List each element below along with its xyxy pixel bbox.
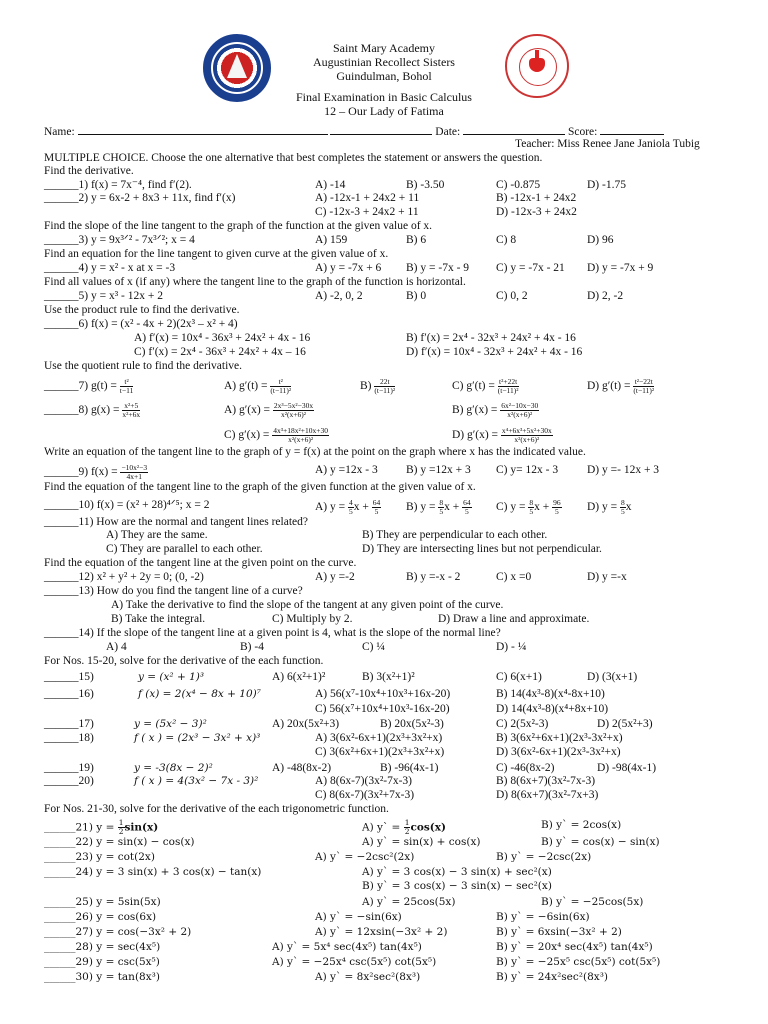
q17-option-a[interactable]: A) 20x(5x²+3)	[272, 718, 340, 730]
name-row	[44, 124, 664, 139]
q19-label: ______19)	[44, 762, 94, 774]
q11-option-d[interactable]: D) They are intersecting lines but not perpendicular.	[362, 543, 602, 555]
q3-stem: ______3) y = 9x³ᐟ² - 7x³ᐟ²; x = 4	[44, 234, 195, 246]
q12-option-d[interactable]: D) y =-x	[587, 571, 627, 583]
q20-option-a[interactable]: A) 8(6x-7)(3x²-7x-3)	[315, 775, 413, 787]
q21-option-b[interactable]: B) y` = 2cos(x)	[541, 819, 622, 831]
q20-option-c[interactable]: C) 8(6x-7)(3x²+7x-3)	[315, 789, 415, 801]
q19-option-c[interactable]: C) -46(8x-2)	[496, 762, 555, 774]
q2-option-a[interactable]: A) -12x-1 + 24x2 + 11	[315, 192, 420, 204]
name-blank[interactable]	[78, 124, 328, 135]
q10-option-d[interactable]: D) y = $\frac{8}{5}$ x	[587, 498, 632, 516]
q12-option-c[interactable]: C) x =0	[496, 571, 532, 583]
q15-option-a[interactable]: A) 6(x²+1)²	[272, 671, 326, 683]
q6-option-d[interactable]: D) f′(x) = 10x⁴ - 32x³ + 24x² + 4x - 16	[406, 346, 583, 358]
q5-stem: ______5) y = x³ - 12x + 2	[44, 290, 163, 302]
q8-option-c[interactable]: C) g′(x) = $\frac{\text{4x³+18x²+10x+30}}{\text{x²(x+6)²}}$	[224, 426, 328, 444]
tangent-given-instruction: Find the equation of the tangent line to the graph of the given function at the given value of x.	[44, 481, 476, 493]
q20-label: ______20)	[44, 775, 94, 787]
q19-option-d[interactable]: D) -98(4x-1)	[597, 762, 657, 774]
q7-option-a[interactable]: A) g′(t) = $\frac{\text{t²}}{\text{(t−11)²}}$	[224, 377, 292, 395]
tangent-point-instruction: Write an equation of the tangent line to the graph of y = f(x) at the point on the graph where x has the indicated value.	[44, 446, 586, 458]
q22-option-b[interactable]: B) y` = cos(x) − sin(x)	[541, 836, 660, 848]
q14-stem: ______14) If the slope of the tangent line at a given point is 4, what is the slope of the normal line?	[44, 627, 501, 639]
exam-section: 12 – Our Lady of Fatima	[324, 104, 444, 118]
q18-option-a[interactable]: A) 3(6x²-6x+1)(2x³+3x²+x)	[315, 732, 443, 744]
q9-option-c[interactable]: C) y= 12x - 3	[496, 464, 559, 476]
q23-option-a[interactable]: A) y` = −2csc²(2x)	[315, 851, 415, 863]
q18-option-c[interactable]: C) 3(6x²+6x+1)(2x³+3x²+x)	[315, 746, 445, 758]
q15-label: ______15)	[44, 671, 94, 683]
q1-option-d[interactable]: D) -1.75	[587, 179, 626, 191]
q7-fraction: $\frac{\text{t²}}{t-11}$	[119, 377, 134, 395]
q26-option-a[interactable]: A) y` = −sin(6x)	[315, 911, 402, 923]
q26-stem: ______26) y = cos(6x)	[44, 911, 157, 923]
q11-option-b[interactable]: B) They are perpendicular to each other.	[362, 529, 548, 541]
q5-option-a[interactable]: A) -2, 0, 2	[315, 290, 363, 302]
tangent-curve-instruction: Find the equation of the tangent line at the given point on the curve.	[44, 557, 357, 569]
q10-stem: ______10) f(x) = (x² + 28)⁴ᐟ⁵; x = 2	[44, 499, 210, 511]
q16-option-a[interactable]: A) 56(x⁷-10x⁴+10x³+16x-20)	[315, 688, 451, 700]
q16-option-b[interactable]: B) 14(4x³-8)(x⁴-8x+10)	[496, 688, 605, 700]
q12-option-b[interactable]: B) y =-x - 2	[406, 571, 461, 583]
q2-option-d[interactable]: D) -12x-3 + 24x2	[496, 206, 577, 218]
score-blank[interactable]	[600, 124, 664, 135]
q9-stem: ______9) f(x) = $\frac{\text{−10x²−3}}{4x+1}$	[44, 463, 148, 481]
q17-option-b[interactable]: B) 20x(5x²-3)	[380, 718, 444, 730]
q7-stem	[44, 378, 133, 395]
q3-option-d[interactable]: D) 96	[587, 234, 614, 246]
q24-option-a[interactable]: A) y` = 3 cos(x) − 3 sin(x) + sec²(x)	[362, 866, 552, 878]
mc-instruction: MULTIPLE CHOICE. Choose the one alternative that best completes the statement or answers the question.	[44, 152, 543, 164]
q12-option-a[interactable]: A) y =-2	[315, 571, 355, 583]
q26-option-b[interactable]: B) y` = −6sin(6x)	[496, 911, 590, 923]
slope-instruction: Find the slope of the line tangent to the graph of the function at the given value of x.	[44, 220, 433, 232]
q29-stem: ______29) y = csc(5x⁵)	[44, 956, 160, 968]
q16-label: ______16)	[44, 688, 94, 700]
q19-function: y = -3(8x − 2)²	[134, 762, 213, 774]
q5-option-b[interactable]: B) 0	[406, 290, 427, 302]
q1-stem: ______1) f(x) = 7x⁻⁴, find f′(2).	[44, 179, 192, 191]
q6-stem: ______6) f(x) = (x² - 4x + 2)(2x³ – x² + 4)	[44, 318, 238, 330]
q9-option-b[interactable]: B) y =12x + 3	[406, 464, 471, 476]
q8-option-b[interactable]: B) g′(x) = $\frac{\text{6x²−10x−30}}{\text{x²(x+6)²}}$	[452, 401, 539, 419]
q30-option-b[interactable]: B) y` = 24x²sec²(8x³)	[496, 971, 608, 983]
q13-option-c[interactable]: C) Multiply by 2.	[272, 613, 353, 625]
nos21-instruction: For Nos. 21-30, solve for the derivative of the each trigonometric function.	[44, 803, 389, 815]
q29-option-a[interactable]: A) y` = −25x⁴ csc(5x⁵) cot(5x⁵)	[272, 956, 437, 968]
q6-option-a[interactable]: A) f′(x) = 10x⁴ - 36x³ + 24x² + 4x - 16	[134, 332, 311, 344]
q11-option-c[interactable]: C) They are parallel to each other.	[106, 543, 263, 555]
q5-option-d[interactable]: D) 2, -2	[587, 290, 624, 302]
q6-option-c[interactable]: C) f′(x) = 2x⁴ - 36x³ + 24x² + 4x – 16	[134, 346, 306, 358]
q13-option-d[interactable]: D) Draw a line and approximate.	[438, 613, 590, 625]
q28-option-b[interactable]: B) y` = 20x⁴ sec(4x⁵) tan(4x⁵)	[496, 941, 653, 953]
q30-stem: ______30) y = tan(8x³)	[44, 971, 160, 983]
q18-function: f ( x ) = (2x³ − 3x² + x)³	[134, 732, 261, 744]
q27-stem: ______27) y = cos(−3x² + 2)	[44, 926, 192, 938]
q10-option-a[interactable]: A) y = $\frac{4}{5}$ x + $\frac{64}{5}$	[315, 498, 381, 516]
name-label: Name:	[44, 126, 75, 138]
q15-function: y = (x² + 1)³	[138, 671, 205, 683]
q3-option-b[interactable]: B) 6	[406, 234, 427, 246]
q5-option-c[interactable]: C) 0, 2	[496, 290, 528, 302]
q4-option-a[interactable]: A) y = -7x + 6	[315, 262, 382, 274]
q27-option-a[interactable]: A) y` = 12xsin(−3x² + 2)	[315, 926, 448, 938]
q22-option-a[interactable]: A) y` = sin(x) + cos(x)	[362, 836, 481, 848]
q4-option-d[interactable]: D) y = -7x + 9	[587, 262, 654, 274]
teacher-name: Teacher: Miss Renee Jane Janiola Tubig	[515, 138, 700, 150]
q13-option-b[interactable]: B) Take the integral.	[111, 613, 206, 625]
q23-stem: ______23) y = cot(2x)	[44, 851, 155, 863]
q29-option-b[interactable]: B) y` = −25x⁵ csc(5x⁵) cot(5x⁵)	[496, 956, 661, 968]
horizontal-instruction: Find all values of x (if any) where the tangent line to the graph of the function is horizontal.	[44, 276, 466, 288]
q7-option-b[interactable]: B) $\frac{22t}{\text{(t−11)²}}$	[360, 377, 396, 395]
date-blank[interactable]	[463, 124, 565, 135]
q1-option-a[interactable]: A) -14	[315, 179, 346, 191]
q20-function: f ( x ) = 4(3x² − 7x - 3)²	[134, 775, 259, 787]
derivative-instruction: Find the derivative.	[44, 165, 134, 177]
q15-option-b[interactable]: B) 3(x²+1)²	[362, 671, 415, 683]
q12-stem: ______12) x² + y² + 2y = 0; (0, -2)	[44, 571, 204, 583]
q13-stem: ______13) How do you find the tangent line of a curve?	[44, 585, 303, 597]
q8-fraction: $\frac{\text{x²+5}}{\text{x²+6x}}$	[122, 401, 141, 419]
q19-option-b[interactable]: B) -96(4x-1)	[380, 762, 439, 774]
q9-option-a[interactable]: A) y =12x - 3	[315, 464, 378, 476]
q21-option-a[interactable]: A) y` = $\frac{1}{2}$ cos(x)	[362, 818, 446, 836]
q8-option-a[interactable]: A) g′(x) = $\frac{\text{2x³−5x²−30x}}{\text{x²(x+6)²}}$	[224, 401, 314, 419]
q4-option-b[interactable]: B) y = -7x - 9	[406, 262, 470, 274]
q20-option-b[interactable]: B) 8(6x+7)(3x²-7x-3)	[496, 775, 596, 787]
q3-option-c[interactable]: C) 8	[496, 234, 517, 246]
q15-option-d[interactable]: D) (3(x+1)	[587, 671, 638, 683]
q7-option-c[interactable]: C) g′(t) = $\frac{\text{t²+22t}}{\text{(t−11)²}}$	[452, 377, 519, 395]
q27-option-b[interactable]: B) y` = 6xsin(−3x² + 2)	[496, 926, 622, 938]
q14-option-b[interactable]: B) -4	[240, 641, 264, 653]
q24-stem: ______24) y = 3 sin(x) + 3 cos(x) − tan(x)	[44, 866, 262, 878]
q10-option-b[interactable]: B) y = $\frac{8}{5}$ x + $\frac{64}{5}$	[406, 498, 471, 516]
score-label: Score:	[567, 126, 598, 138]
q7-label: ______7) g(t) =	[44, 380, 117, 393]
quotient-instruction: Use the quotient rule to find the derivative.	[44, 360, 242, 372]
q2-option-c[interactable]: C) -12x-3 + 24x2 + 11	[315, 206, 419, 218]
q7-option-d[interactable]: D) g′(t) = $\frac{\text{t²−22t}}{\text{(t−11)²}}$	[587, 377, 655, 395]
q17-option-d[interactable]: D) 2(5x²+3)	[597, 718, 653, 730]
exam-title: Final Examination in Basic Calculus	[296, 90, 472, 104]
q2-stem: ______2) y = 6x-2 + 8x3 + 11x, find f′(x)	[44, 192, 236, 204]
q3-option-a[interactable]: A) 159	[315, 234, 348, 246]
q6-option-b[interactable]: B) f′(x) = 2x⁴ - 32x³ + 24x² + 4x - 16	[406, 332, 576, 344]
q16-option-d[interactable]: D) 14(4x³-8)(x⁴+8x+10)	[496, 703, 609, 715]
q14-option-a[interactable]: A) 4	[106, 641, 127, 653]
q17-function: y = (5x² − 3)²	[134, 718, 207, 730]
q8-stem: ______8) g(x) = $\frac{\text{x²+5}}{\text{x²+6x}}$	[44, 401, 141, 419]
name-blank-2[interactable]	[330, 124, 432, 135]
q14-option-c[interactable]: C) ¼	[362, 641, 385, 653]
q18-option-b[interactable]: B) 3(6x²+6x+1)(2x³-3x²+x)	[496, 732, 623, 744]
q10-option-c[interactable]: C) y = $\frac{8}{5}$ x + $\frac{96}{5}$	[496, 498, 561, 516]
q2-option-b[interactable]: B) -12x-1 + 24x2	[496, 192, 577, 204]
q17-label: ______17)	[44, 718, 94, 730]
q22-stem: ______22) y = sin(x) − cos(x)	[44, 836, 195, 848]
product-instruction: Use the product rule to find the derivative.	[44, 304, 240, 316]
nos15-instruction: For Nos. 15-20, solve for the derivative of the each function.	[44, 655, 324, 667]
q28-stem: ______28) y = sec(4x⁵)	[44, 941, 161, 953]
q21-stem: ______21) y = $\frac{1}{2}$ sin(x)	[44, 818, 159, 836]
q1-option-c[interactable]: C) -0.875	[496, 179, 541, 191]
q25-option-b[interactable]: B) y` = −25cos(5x)	[541, 896, 644, 908]
q25-stem: ______25) y = 5sin(5x)	[44, 896, 161, 908]
q9-fraction: $\frac{\text{−10x²−3}}{4x+1}$	[121, 463, 148, 481]
q4-option-c[interactable]: C) y = -7x - 21	[496, 262, 565, 274]
q4-stem: ______4) y = x² - x at x = -3	[44, 262, 176, 274]
q30-option-a[interactable]: A) y` = 8x²sec²(8x³)	[315, 971, 421, 983]
q16-option-c[interactable]: C) 56(x⁷+10x⁴+10x³-16x-20)	[315, 703, 450, 715]
equation-instruction: Find an equation for the line tangent to given curve at the given value of x.	[44, 248, 389, 260]
date-label: Date:	[435, 126, 461, 138]
q11-option-a[interactable]: A) They are the same.	[106, 529, 208, 541]
q15-option-c[interactable]: C) 6(x+1)	[496, 671, 542, 683]
q18-option-d[interactable]: D) 3(6x²-6x+1)(2x³-3x²+x)	[496, 746, 621, 758]
school-place: Guindulman, Bohol	[336, 69, 432, 83]
q11-stem: ______11) How are the normal and tangent lines related?	[44, 516, 308, 528]
q23-option-b[interactable]: B) y` = −2csc(2x)	[496, 851, 592, 863]
q20-option-d[interactable]: D) 8(6x+7)(3x²-7x+3)	[496, 789, 599, 801]
school-order: Augustinian Recollect Sisters	[313, 55, 455, 69]
q17-option-c[interactable]: C) 2(5x²-3)	[496, 718, 549, 730]
q13-option-a[interactable]: A) Take the derivative to find the slope of the tangent at any given point of the curve.	[111, 599, 504, 611]
q25-option-a[interactable]: A) y` = 25cos(5x)	[362, 896, 456, 908]
q16-function: f (x) = 2(x⁴ − 8x + 10)⁷	[138, 688, 261, 700]
q24-option-b[interactable]: B) y` = 3 cos(x) − 3 sin(x) − sec²(x)	[362, 880, 552, 892]
q14-option-d[interactable]: D) - ¼	[496, 641, 527, 653]
school-name: Saint Mary Academy	[333, 41, 435, 55]
q8-option-d[interactable]: D) g′(x) = $\frac{\text{x⁴+6x³+5x²+30x}}{\text{x²(x+6)²}}$	[452, 426, 552, 444]
q1-option-b[interactable]: B) -3.50	[406, 179, 445, 191]
q19-option-a[interactable]: A) -48(8x-2)	[272, 762, 332, 774]
q9-option-d[interactable]: D) y =- 12x + 3	[587, 464, 660, 476]
q28-option-a[interactable]: A) y` = 5x⁴ sec(4x⁵) tan(4x⁵)	[272, 941, 422, 953]
q18-label: ______18)	[44, 732, 94, 744]
